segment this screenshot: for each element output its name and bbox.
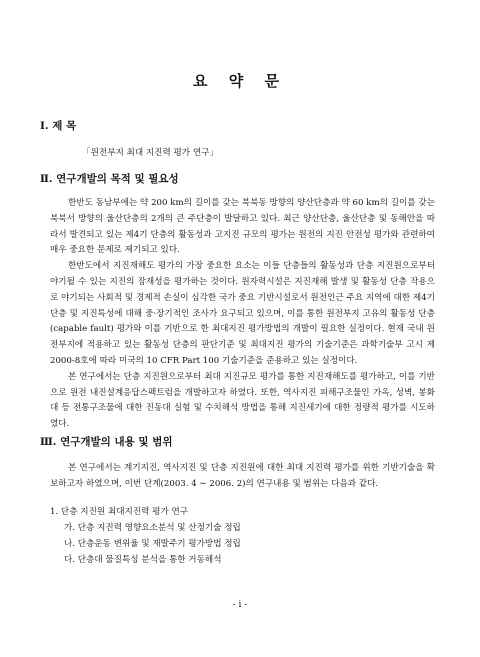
section2-heading: Ⅱ. 연구개발의 목적 및 필요성 [40,173,179,185]
section3-paragraph: 본 연구에서는 계기지진, 역사지진 및 단층 지진원에 대한 최대 지진력 평가를 위한 기반기술을 확보하고자 하였으며, 이번 단계(2003. 4 ∼ 2006. 2)의 연구내용 및 범위는 다음과 같다. [50,463,435,489]
section2-paragraph-3: 본 연구에서는 단층 지진원으로부터 최대 지진규모 평가를 통한 지진재해도를 평가하고, 이를 기반으로 원전 내진설계응답스펙트럼을 개발하고자 하였다. 또한, 역사지진 피해구조물인 가옥, 성벽, 봉화대 등 전통구조물에 대한 진동대 실험 및 수치해석 방법을 통해 지진세기에 대한 정량적 평가를 시도하였다. [50,371,435,430]
report-title: 「원전부지 최대 지진력 평가 연구」 [82,148,219,158]
section3-body [50,461,435,493]
section2-body [50,196,435,433]
page-title: 요 약 문 [193,72,287,90]
section1-heading: Ⅰ. 제 목 [40,120,77,132]
list-item: 다. 단층대 물질특성 분석을 통한 거동해석 [64,555,222,565]
list-item: 나. 단층운동 변위율 및 재발주기 평가방법 정립 [64,539,241,549]
section3-heading: Ⅲ. 연구개발의 내용 및 범위 [40,436,173,448]
list-title: 1. 단층 지진원 최대지진력 평가 연구 [50,507,189,517]
section2-paragraph-2: 한반도에서 지진재해도 평가의 가장 중요한 요소는 이들 단층들의 활동성과 단층 지진원으로부터 야기될 수 있는 지진의 잠재성을 평가하는 것이다. 원자력시설은 지진재해 발생 및 활동성 단층 작용으로 야기되는 사회적 및 경제적 손실이 심각한 국가 중요 기반시설로서 원전인근 주요 지역에 대한 제4기 단층 및 지진특성에 대해 중·장기적인 조사가 요구되고 있으며, 이를 통한 원전부지 고유의 활동성 단층(capable fault) 평가와 이를 기반으로 한 최대지진 평가방법의 개발이 필요한 실정이다. 현재 국내 원전부지에 적용하고 있는 활동성 단층의 판단기준 및 최대지진 평가의 기술기준은 과학기술부 고시 제2000-8호에 따라 미국의 10 CFR Part 100 기술기준을 준용하고 있는 실정이다. [50,261,435,366]
page-number: - i - [232,600,248,610]
list-item: 가. 단층 지진력 영향요소분석 및 산정기술 정립 [64,523,241,533]
section2-paragraph-1: 한반도 동남부에는 약 200 km의 길이를 갖는 북북동 방향의 양산단층과 약 60 km의 길이를 갖는 북북서 방향의 울산단층의 2개의 큰 주단층이 발달하고 있다. 최근 양산단층, 울산단층 및 동해안을 따라서 발견되고 있는 제4기 단층의 활동성과 고지진 규모의 평가는 원전의 지진 안전성 평가와 관련하여 매우 중요한 문제로 제기되고 있다. [50,198,435,256]
